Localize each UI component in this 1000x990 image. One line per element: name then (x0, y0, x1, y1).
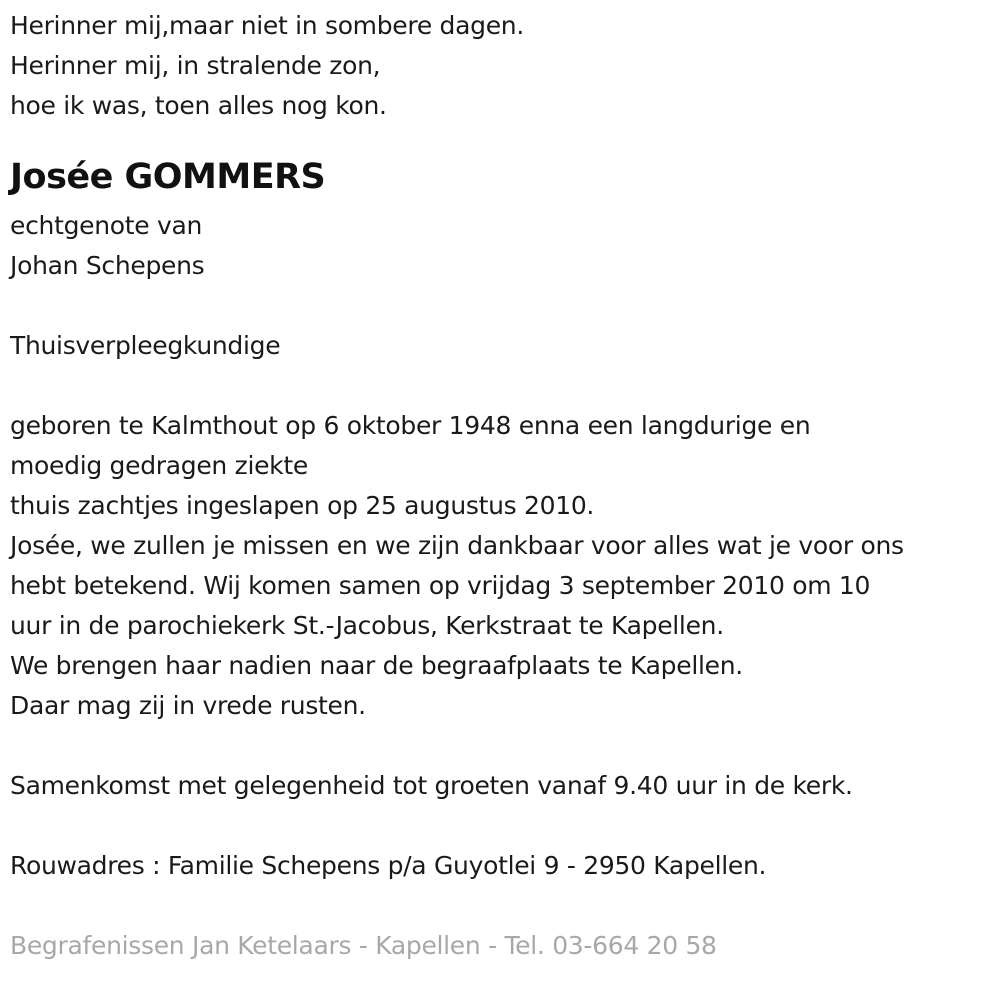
funeral-home-footer: Begrafenissen Jan Ketelaars - Kapellen - Tel. 03-664 20 58 (10, 931, 717, 960)
profession: Thuisverpleegkundige (10, 331, 281, 360)
relation-line: Johan Schepens (10, 251, 205, 280)
announcement-line: hebt betekend. Wij komen samen op vrijdag 3 september 2010 om 10 (10, 571, 871, 600)
spacer (10, 286, 990, 326)
spacer (10, 886, 990, 926)
obituary-notice (10, 6, 990, 966)
announcement-line: thuis zachtjes ingeslapen op 25 augustus 2010. (10, 491, 595, 520)
announcement-line: uur in de parochiekerk St.-Jacobus, Kerkstraat te Kapellen. (10, 611, 724, 640)
announcement (10, 406, 990, 726)
gathering-text: Samenkomst met gelegenheid tot groeten vanaf 9.40 uur in de kerk. (10, 771, 853, 800)
spacer (10, 806, 990, 846)
deceased-name: Josée GOMMERS (10, 157, 326, 197)
spacer (10, 126, 990, 148)
mourning-address: Rouwadres : Familie Schepens p/a Guyotlei 9 - 2950 Kapellen. (10, 851, 767, 880)
announcement-line: Josée, we zullen je missen en we zijn dankbaar voor alles wat je voor ons (10, 531, 904, 560)
poem-line: Herinner mij, in stralende zon, (10, 51, 381, 80)
relation-line: echtgenote van (10, 211, 203, 240)
spacer (10, 726, 990, 766)
spacer (10, 366, 990, 406)
poem (10, 6, 990, 126)
announcement-line: geboren te Kalmthout op 6 oktober 1948 enna een langdurige en (10, 411, 811, 440)
announcement-line: We brengen haar nadien naar de begraafplaats te Kapellen. (10, 651, 743, 680)
announcement-line: moedig gedragen ziekte (10, 451, 308, 480)
announcement-line: Daar mag zij in vrede rusten. (10, 691, 366, 720)
poem-line: Herinner mij,maar niet in sombere dagen. (10, 11, 524, 40)
poem-line: hoe ik was, toen alles nog kon. (10, 91, 387, 120)
relation (10, 206, 990, 286)
